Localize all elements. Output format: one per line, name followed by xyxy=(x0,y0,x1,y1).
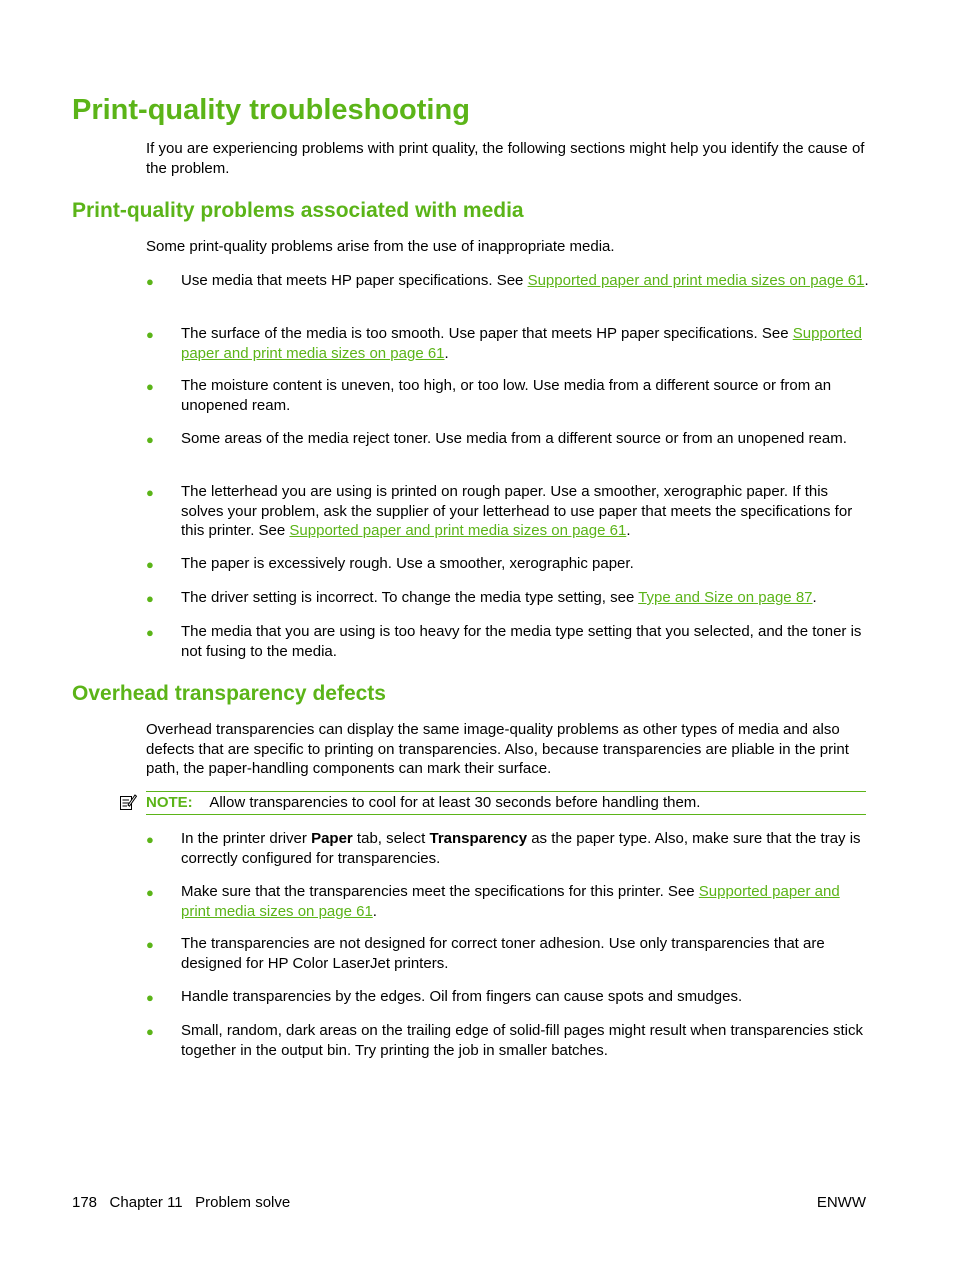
cross-reference-link[interactable]: Supported paper and print media sizes on page 61 xyxy=(527,272,865,289)
list-item-text: . xyxy=(626,522,631,539)
list-item xyxy=(146,882,871,921)
cross-reference-link[interactable]: Type and Size on page 87 xyxy=(638,589,813,606)
ui-term-transparency: Transparency xyxy=(429,830,528,847)
cross-reference-link[interactable]: Supported paper and print media sizes on page 61 xyxy=(181,883,840,920)
list-item xyxy=(146,429,871,449)
list-item xyxy=(146,622,871,661)
list-item xyxy=(146,934,871,973)
bullet-icon: ● xyxy=(146,990,154,1005)
bullet-icon: ● xyxy=(146,485,154,500)
note-icon xyxy=(119,793,137,811)
list-item-text: Some areas of the media reject toner. Use media from a different source or from an unopened ream. xyxy=(181,430,847,447)
list-item xyxy=(146,987,871,1007)
bullet-icon: ● xyxy=(146,937,154,952)
chapter-label: Chapter 11 xyxy=(109,1194,183,1211)
note-label: NOTE: xyxy=(146,794,193,811)
list-item xyxy=(146,554,871,574)
list-item-text: The moisture content is uneven, too high, or too low. Use media from a different source or from an unopened ream. xyxy=(181,377,832,414)
bullet-icon: ● xyxy=(146,591,154,606)
list-item-text: The letterhead you are using is printed on rough paper. Use a smoother, xerographic paper. If this solves your problem, ask the supplier of your letterhead to use paper that meets the specifications for this printer. See xyxy=(181,483,853,539)
bullet-icon: ● xyxy=(146,379,154,394)
bullet-icon: ● xyxy=(146,1024,154,1039)
list-item-text: Use media that meets HP paper specifications. See xyxy=(181,272,528,289)
cross-reference-link[interactable]: Supported paper and print media sizes on page 61 xyxy=(289,522,627,539)
list-item-text: In the printer driver xyxy=(181,830,312,847)
page-title: Print-quality troubleshooting xyxy=(72,94,470,126)
list-item-text: tab, select xyxy=(352,830,430,847)
section-transparency-intro: Overhead transparencies can display the same image-quality problems as other types of media and also defects that are specific to printing on transparencies. Also, because transparencies are pliable in the print path, the paper-handling components can mark their surface. xyxy=(146,721,849,777)
section-heading-transparency: Overhead transparency defects xyxy=(72,682,386,705)
list-item-text: The paper is excessively rough. Use a smoother, xerographic paper. xyxy=(181,555,634,572)
chapter-title: Problem solve xyxy=(195,1194,291,1211)
bullet-icon: ● xyxy=(146,274,154,289)
list-item-text: . xyxy=(812,589,817,606)
list-item-text: The driver setting is incorrect. To change the media type setting, see xyxy=(181,589,639,606)
bullet-icon: ● xyxy=(146,885,154,900)
note-text: Allow transparencies to cool for at least 30 seconds before handling them. xyxy=(209,794,701,811)
bullet-icon: ● xyxy=(146,557,154,572)
section-media-intro: Some print-quality problems arise from the use of inappropriate media. xyxy=(146,238,615,255)
intro-paragraph: If you are experiencing problems with print quality, the following sections might help you identify the cause of the problem. xyxy=(146,140,865,177)
list-item xyxy=(146,376,871,415)
ui-term-paper: Paper xyxy=(311,830,353,847)
list-item-text: Handle transparencies by the edges. Oil from fingers can cause spots and smudges. xyxy=(181,988,743,1005)
page-footer-left xyxy=(72,1193,290,1213)
bullet-icon: ● xyxy=(146,625,154,640)
list-item xyxy=(146,271,871,291)
note-box xyxy=(146,791,866,815)
list-item-text: . xyxy=(444,344,449,362)
bullet-icon: ● xyxy=(146,327,154,342)
list-item-text: . xyxy=(372,902,377,920)
cross-reference-link[interactable]: Supported paper and print media sizes on page 61 xyxy=(181,325,862,362)
list-item xyxy=(146,829,871,868)
list-item-text: as the paper type. Also, make sure that the tray is correctly configured for transparencies. xyxy=(181,830,861,867)
bullet-icon: ● xyxy=(146,432,154,447)
page-footer-right: ENWW xyxy=(816,1194,866,1211)
list-item xyxy=(146,482,871,541)
list-item-text: The surface of the media is too smooth. Use paper that meets HP paper specifications. See xyxy=(181,325,793,342)
list-item-text: The media that you are using is too heavy for the media type setting that you selected, and the toner is not fusing to the media. xyxy=(181,623,862,660)
list-item-text: Make sure that the transparencies meet the specifications for this printer. See xyxy=(181,883,699,900)
list-item-text: Small, random, dark areas on the trailing edge of solid-fill pages might result when transparencies stick together in the output bin. Try printing the job in smaller batches. xyxy=(181,1022,864,1059)
list-item-text: . xyxy=(864,272,869,289)
list-item-text: The transparencies are not designed for correct toner adhesion. Use only transparencies that are designed for HP Color LaserJet printers. xyxy=(181,935,825,972)
list-item xyxy=(146,324,871,363)
page-number: 178 xyxy=(72,1194,98,1211)
bullet-icon: ● xyxy=(146,832,154,847)
section-heading-media: Print-quality problems associated with media xyxy=(72,199,524,222)
list-item xyxy=(146,588,871,608)
list-item xyxy=(146,1021,871,1060)
